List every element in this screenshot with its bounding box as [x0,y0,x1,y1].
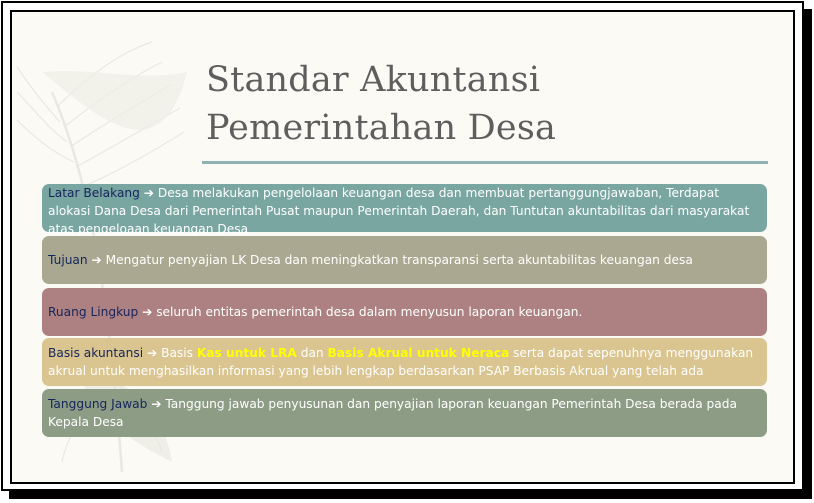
row-text: Tanggung jawab penyusunan dan penyajian laporan keuangan Pemerintah Desa berada pada Kepala Desa [48,397,737,429]
title-divider [202,161,768,164]
slide-title-line-1: Standar Akuntansi [206,60,541,100]
row-latar-belakang [42,184,767,236]
row-content [48,251,693,269]
slide-title [206,56,556,152]
arrow-right-icon: ➔ [143,186,154,200]
slide [10,10,795,484]
slide-title-line-2: Pemerintahan Desa [206,108,557,148]
row-label: Basis akuntansi [48,346,144,360]
row-content [48,303,582,321]
row-label: Tujuan [48,253,88,267]
row-basis-akuntansi [42,338,767,386]
row-text-before: Basis [161,346,193,360]
arrow-right-icon: ➔ [91,253,102,267]
highlight-kas-lra: Kas untuk LRA [196,346,297,360]
row-content [48,184,761,238]
highlight-akrual-neraca: Basis Akrual untuk Neraca [327,346,510,360]
row-text-mid: dan [300,346,324,360]
row-content [48,395,761,431]
row-content [48,344,761,380]
row-ruang-lingkup [42,288,767,336]
arrow-right-icon: ➔ [142,305,153,319]
row-text: seluruh entitas pemerintah desa dalam menyusun laporan keuangan. [156,305,583,319]
row-label: Latar Belakang [48,186,140,200]
row-text: Mengatur penyajian LK Desa dan meningkatkan transparansi serta akuntabilitas keuangan desa [105,253,693,267]
arrow-right-icon: ➔ [146,346,158,360]
row-tujuan [42,236,767,284]
row-label: Ruang Lingkup [48,305,139,319]
row-tanggung-jawab [42,389,767,437]
row-text: Desa melakukan pengelolaan keuangan desa dan membuat pertanggungjawaban, Terdapat alokasi Dana Desa dari Pemerintah Pusat maupun Pemerintah Daerah, dan Tuntutan akuntabilitas dari masyarakat atas pengeloaan keuangan Desa [48,186,750,236]
row-text-after: serta dapat sepenuhnya menggunakan akrual untuk menghasilkan informasi yang lebih lengkap berdasarkan PSAP Berbasis Akrual yang telah ada [48,346,754,378]
arrow-right-icon: ➔ [151,397,162,411]
slide-frame-outer [1,1,804,491]
row-label: Tanggung Jawab [48,397,148,411]
